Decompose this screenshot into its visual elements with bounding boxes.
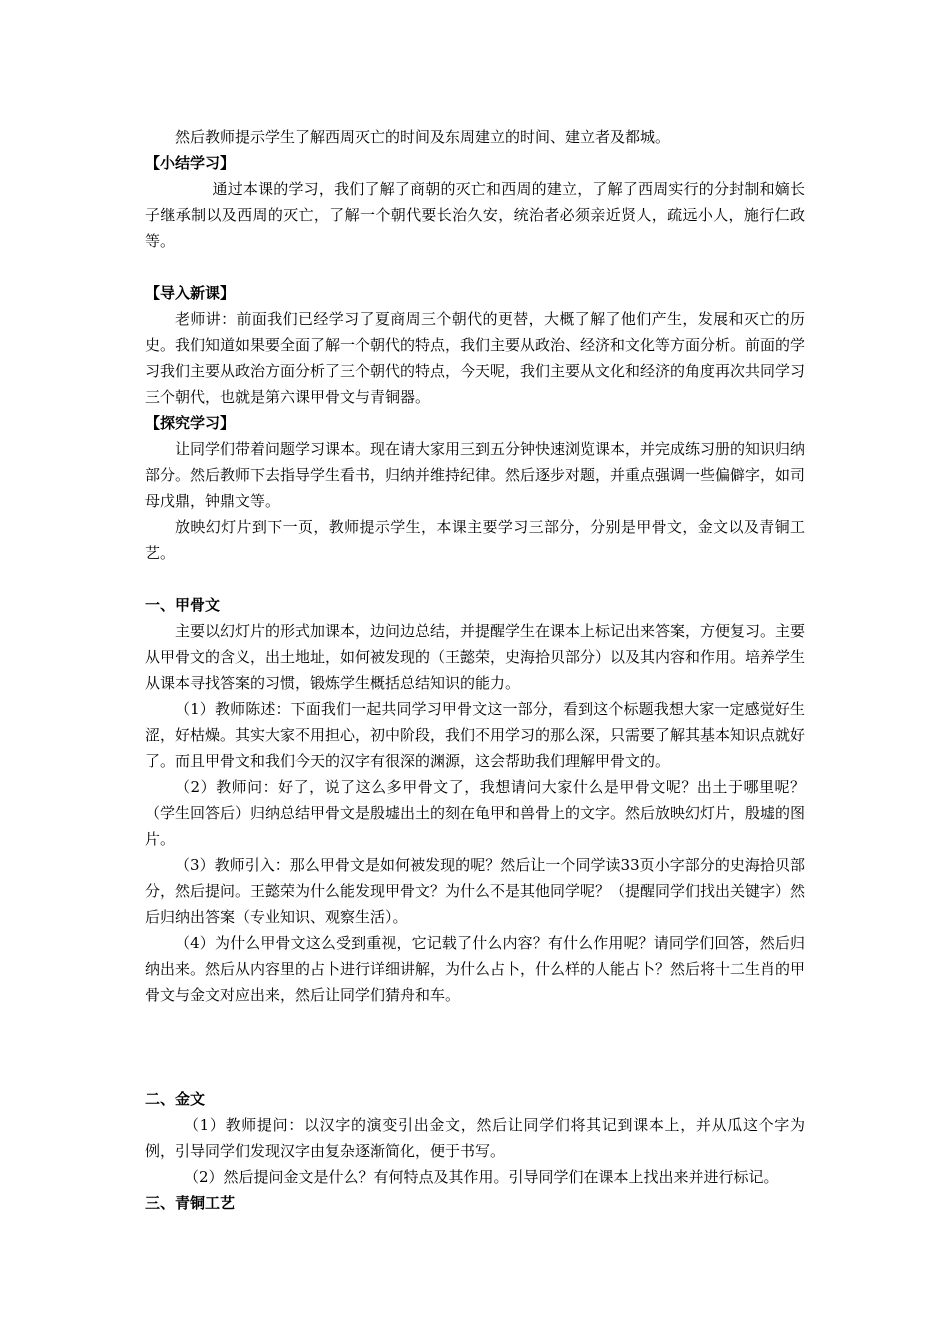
- section1-paragraph: （4）为什么甲骨文这么受到重视，它记载了什么内容？有什么作用呢？请同学们回答，然后归纳出来。然后从内容里的占卜进行详细讲解，为什么占卜，什么样的人能占卜？然后将十二生肖的甲骨文与金文对应出来，然后让同学们猜舟和车。: [145, 934, 806, 1004]
- section2-paragraph: （2）然后提问金文是什么？有何特点及其作用。引导同学们在课本上找出来并进行标记。: [184, 1168, 779, 1186]
- explore-heading: 【探究学习】: [145, 414, 236, 432]
- spacer: [145, 566, 805, 592]
- section1-heading: 一、甲骨文: [145, 596, 221, 614]
- summary-heading: 【小结学习】: [145, 154, 236, 172]
- section1-paragraph: （1）教师陈述：下面我们一起共同学习甲骨文这一部分，看到这个标题我想大家一定感觉好生涩，好枯燥。其实大家不用担心，初中阶段，我们不用学习的那么深，只需要了解其基本知识点就好了。而且甲骨文和我们今天的汉字有很深的渊源，这会帮助我们理解甲骨文的。: [145, 700, 806, 770]
- intro-lesson-text: 老师讲：前面我们已经学习了夏商周三个朝代的更替，大概了解了他们产生，发展和灭亡的历史。我们知道如果要全面了解一个朝代的特点，我们主要从政治、经济和文化等方面分析。前面的学习我们主要从政治方面分析了三个朝代的特点，今天呢，我们主要从文化和经济的角度再次共同学习三个朝代，也就是第六课甲骨文与青铜器。: [145, 310, 806, 406]
- document-page: [145, 124, 805, 1216]
- spacer: [145, 254, 805, 280]
- section2-paragraph: （1）教师提问：以汉字的演变引出金文，然后让同学们将其记到课本上，并从瓜这个字为例，引导同学们发现汉字由复杂逐渐简化，便于书写。: [145, 1116, 805, 1160]
- intro-line: 然后教师提示学生了解西周灭亡的时间及东周建立的时间、建立者及都城。: [175, 128, 671, 146]
- section1-paragraph: （3）教师引入：那么甲骨文是如何被发现的呢？然后让一个同学读33页小字部分的史海拾贝部分，然后提问。王懿荣为什么能发现甲骨文？为什么不是其他同学呢？（提醒同学们找出关键字）然后归纳出答案（专业知识、观察生活）。: [145, 856, 806, 926]
- explore-paragraph: 放映幻灯片到下一页，教师提示学生，本课主要学习三部分，分别是甲骨文，金文以及青铜工艺。: [145, 518, 805, 562]
- intro-lesson-heading: 【导入新课】: [145, 284, 236, 302]
- summary-text: 通过本课的学习，我们了解了商朝的灭亡和西周的建立，了解了西周实行的分封制和嫡长子继承制以及西周的灭亡，了解一个朝代要长治久安，统治者必须亲近贤人，疏远小人，施行仁政等。: [145, 180, 805, 250]
- section1-paragraph: 主要以幻灯片的形式加课本，边问边总结，并提醒学生在课本上标记出来答案，方便复习。主要从甲骨文的含义，出土地址，如何被发现的（王懿荣，史海拾贝部分）以及其内容和作用。培养学生从课本寻找答案的习惯，锻炼学生概括总结知识的能力。: [145, 622, 806, 692]
- section1-paragraph: （2）教师问：好了，说了这么多甲骨文了，我想请问大家什么是甲骨文呢？出土于哪里呢？（学生回答后）归纳总结甲骨文是殷墟出土的刻在龟甲和兽骨上的文字。然后放映幻灯片，殷墟的图片。: [145, 778, 806, 848]
- section2-heading: 二、金文: [145, 1090, 206, 1108]
- explore-paragraph: 让同学们带着问题学习课本。现在请大家用三到五分钟快速浏览课本，并完成练习册的知识归纳部分。然后教师下去指导学生看书，归纳并维持纪律。然后逐步对题，并重点强调一些偏僻字，如司母戊鼎，钟鼎文等。: [145, 440, 806, 510]
- section3-heading: 三、青铜工艺: [145, 1194, 236, 1212]
- spacer: [145, 1008, 805, 1086]
